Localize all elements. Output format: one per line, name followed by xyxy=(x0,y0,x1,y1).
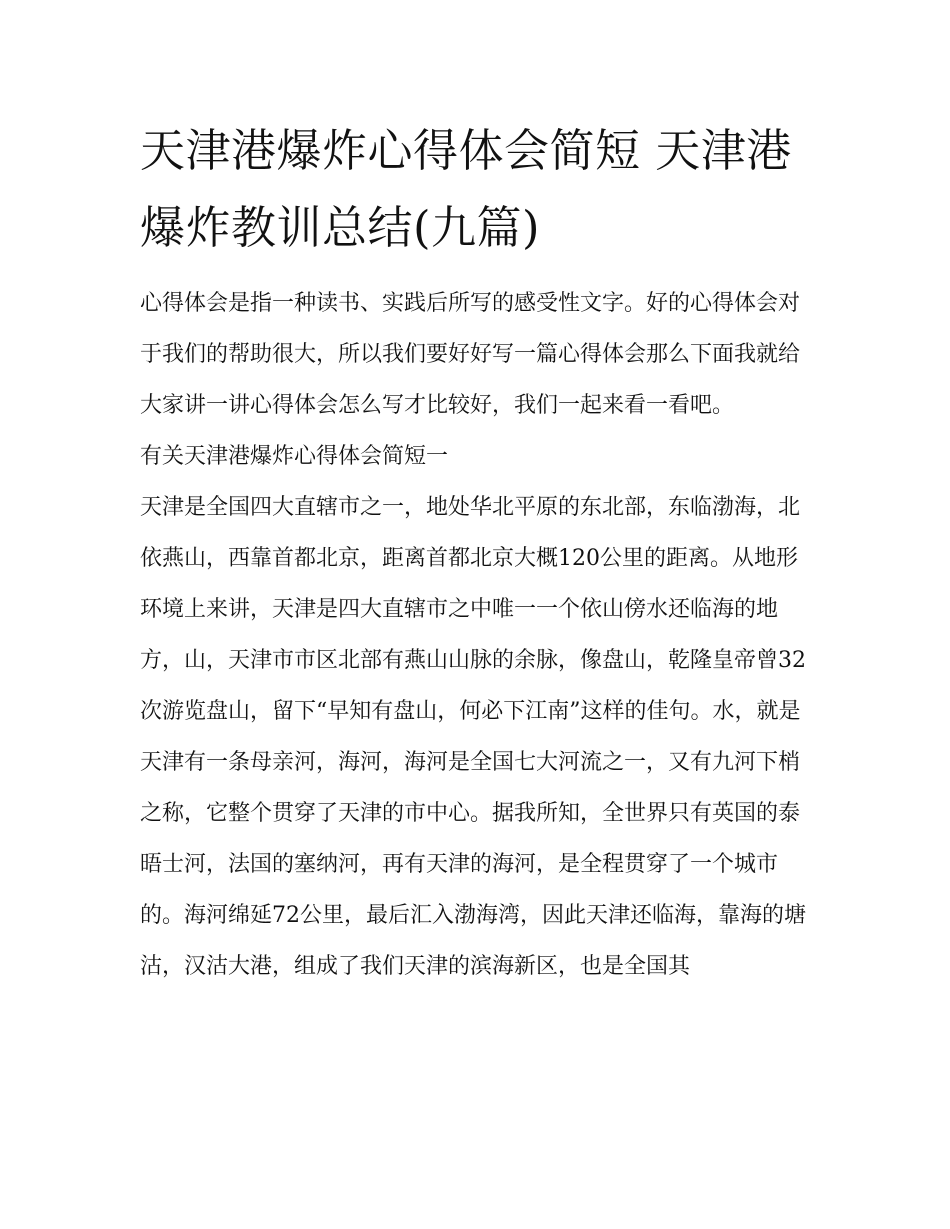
section-heading: 有关天津港爆炸心得体会简短一 xyxy=(140,444,449,469)
document-content xyxy=(140,112,812,992)
document-title: 天津港爆炸心得体会简短 天津港爆炸教训总结(九篇) xyxy=(140,124,792,254)
intro-paragraph: 心得体会是指一种读书、实践后所写的感受性文字。好的心得体会对于我们的帮助很大，所以我们要好好写一篇心得体会那么下面我就给大家讲一讲心得体会怎么写才比较好，我们一起来看一看吧。 xyxy=(140,291,801,418)
body-paragraph: 天津是全国四大直辖市之一，地处华北平原的东北部，东临渤海，北依燕山，西靠首都北京，距离首都北京大概120公里的距离。从地形环境上来讲，天津是四大直辖市之中唯一一个依山傍水还临海的地方，山，天津市市区北部有燕山山脉的余脉，像盘山，乾隆皇帝曾32次游览盘山，留下“早知有盘山，何必下江南”这样的佳句。水，就是天津有一条母亲河，海河，海河是全国七大河流之一，又有九河下梢之称，它整个贯穿了天津的市中心。据我所知，全世界只有英国的泰晤士河，法国的塞纳河，再有天津的海河，是全程贯穿了一个城市的。海河绵延72公里，最后汇入渤海湾，因此天津还临海，靠海的塘沽，汉沽大港，组成了我们天津的滨海新区，也是全国其 xyxy=(140,495,806,979)
